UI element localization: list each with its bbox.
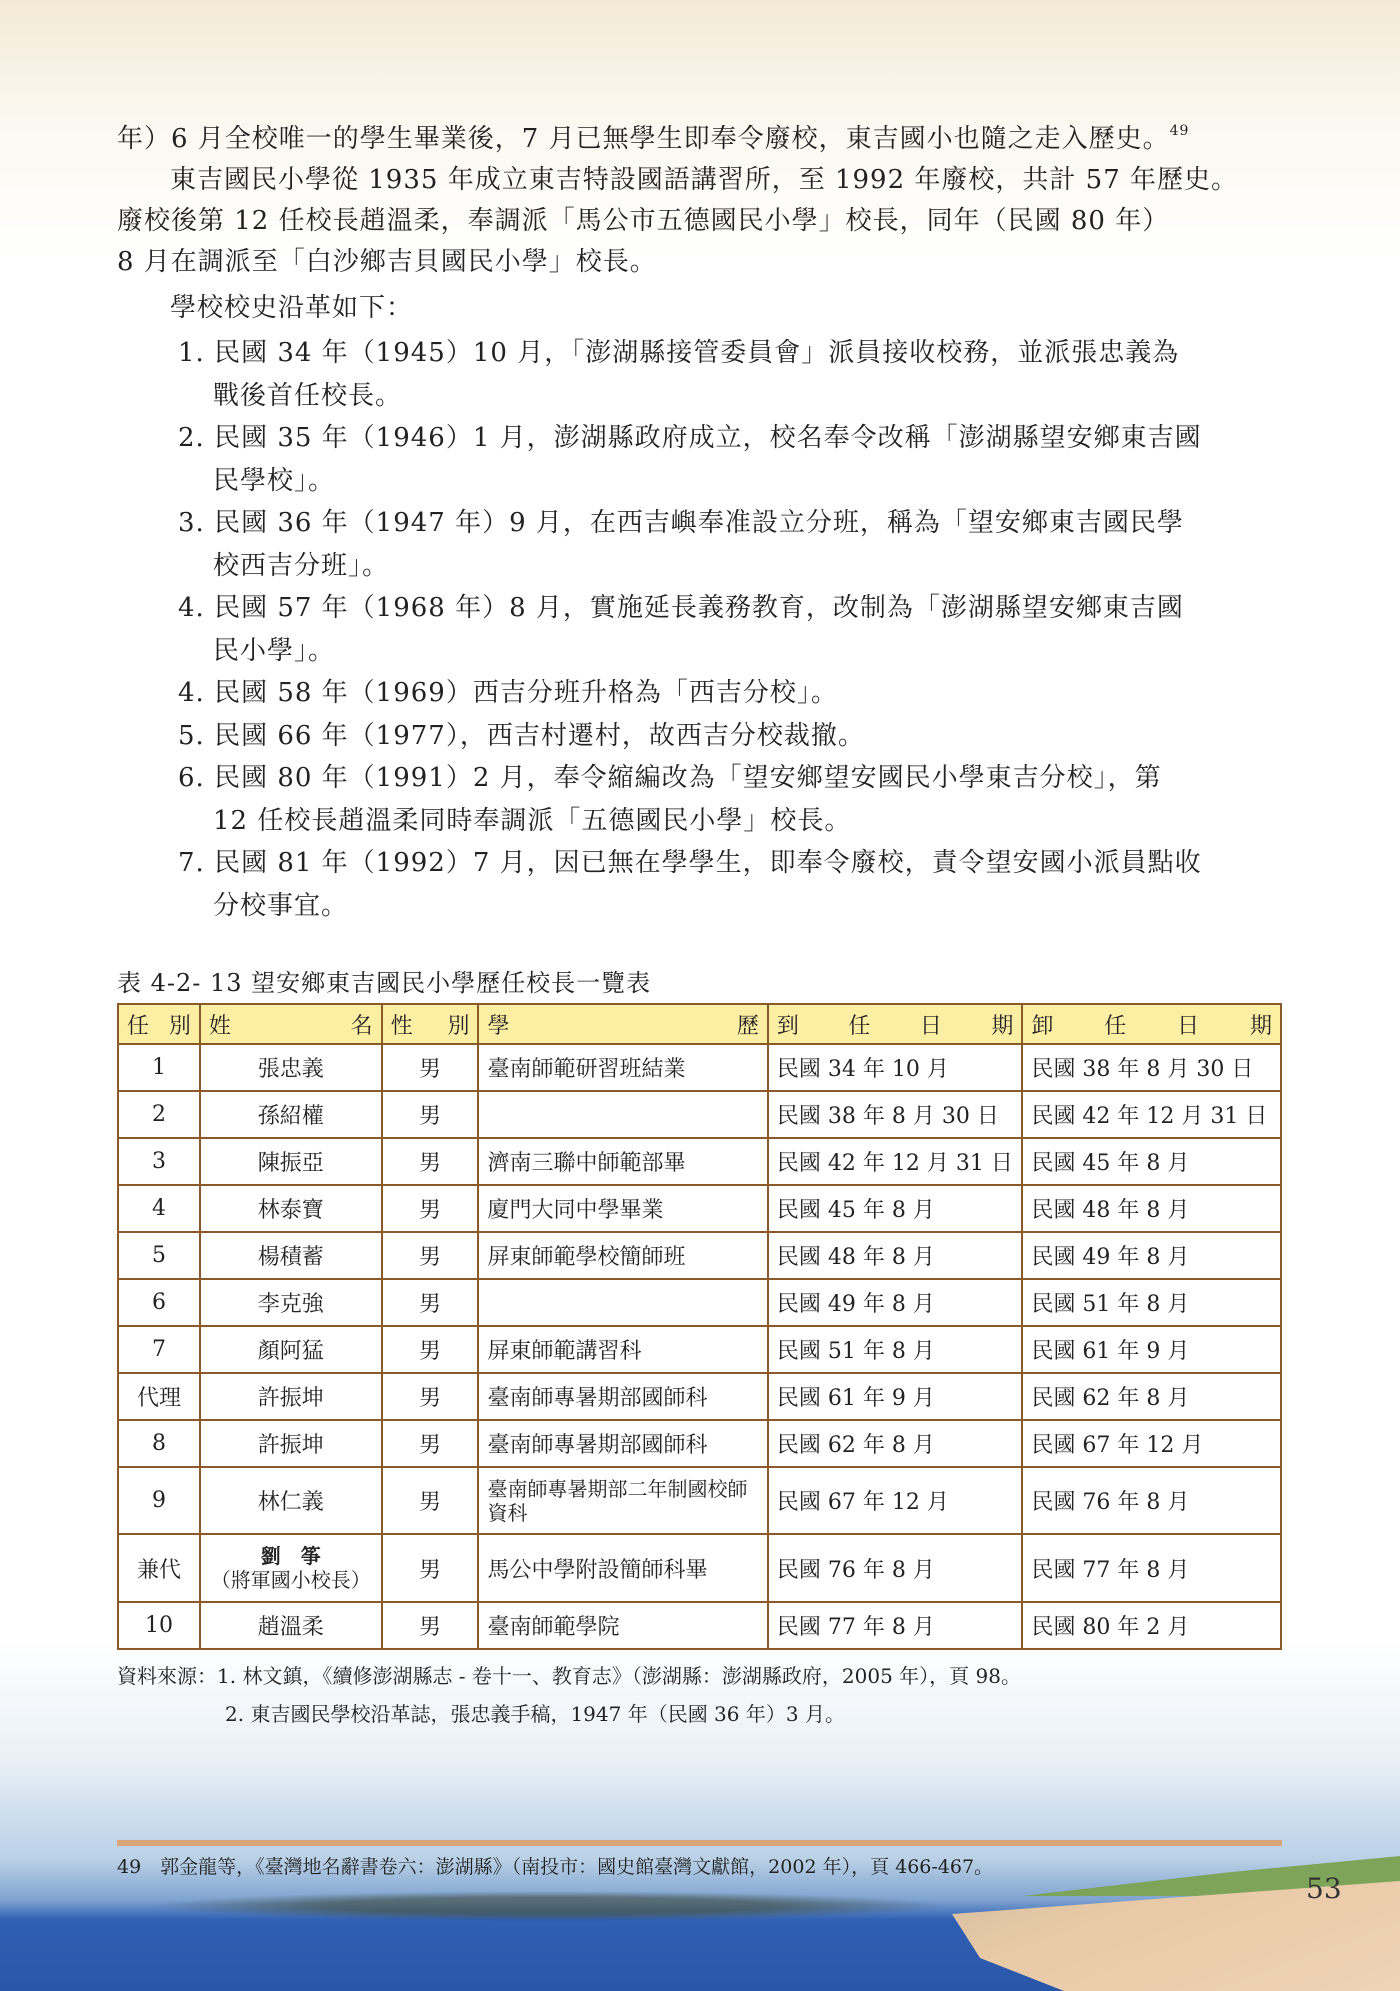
table-cell: 民國 49 年 8 月 xyxy=(1022,1232,1281,1279)
column-header: 卸任日期 xyxy=(1022,1004,1281,1044)
para2-line: 廢校後第 12 任校長趙溫柔，奉調派「馬公市五德國民小學」校長，同年（民國 80 年） xyxy=(117,206,1170,236)
table-cell: 3 xyxy=(118,1138,200,1185)
table-cell: 李克強 xyxy=(200,1279,382,1326)
table-row xyxy=(118,1044,1281,1091)
table-cell: 男 xyxy=(382,1279,479,1326)
table-cell: 民國 61 年 9 月 xyxy=(1022,1326,1281,1373)
table-cell: 廈門大同中學畢業 xyxy=(478,1185,767,1232)
column-header: 姓名 xyxy=(200,1004,382,1044)
table-cell: 代理 xyxy=(118,1373,200,1420)
table-cell: 民國 80 年 2 月 xyxy=(1022,1602,1281,1649)
table-cell: 民國 76 年 8 月 xyxy=(768,1534,1023,1602)
footnote: 49 郭金龍等，《臺灣地名辭書卷六：澎湖縣》（南投市：國史館臺灣文獻館，2002 年），頁 466-467。 xyxy=(117,1856,994,1878)
table-cell: 臺南師範研習班結業 xyxy=(478,1044,767,1091)
table-cell: 男 xyxy=(382,1091,479,1138)
table-cell: 林仁義 xyxy=(200,1467,382,1534)
table-cell: 民國 61 年 9 月 xyxy=(768,1373,1023,1420)
principal-name: 劉 筝 xyxy=(260,1544,321,1568)
history-item-line: 戰後首任校長。 xyxy=(213,380,403,411)
table-cell: 男 xyxy=(382,1044,479,1091)
table-cell: 民國 76 年 8 月 xyxy=(1022,1467,1281,1534)
table-cell: 屏東師範學校簡師班 xyxy=(478,1232,767,1279)
table-row xyxy=(118,1373,1281,1420)
column-header: 到任日期 xyxy=(768,1004,1023,1044)
table-cell: 臺南師專暑期部二年制國校師資科 xyxy=(478,1467,767,1534)
table-cell: 民國 51 年 8 月 xyxy=(768,1326,1023,1373)
para2-line: 東吉國民小學從 1935 年成立東吉特設國語講習所，至 1992 年廢校，共計 57 年歷史。 xyxy=(170,165,1239,195)
table-cell: 張忠義 xyxy=(200,1044,382,1091)
table-cell: 顏阿猛 xyxy=(200,1326,382,1373)
table-cell: 男 xyxy=(382,1420,479,1467)
table-cell: 民國 45 年 8 月 xyxy=(1022,1138,1281,1185)
table-cell: 民國 48 年 8 月 xyxy=(768,1232,1023,1279)
table-cell: 2 xyxy=(118,1091,200,1138)
table-cell: 4 xyxy=(118,1185,200,1232)
body-line-1: 年）6 月全校唯一的學生畢業後，7 月已無學生即奉令廢校，東吉國小也隨之走入歷史。$^{49}$ xyxy=(117,123,1190,154)
table-cell: 民國 48 年 8 月 xyxy=(1022,1185,1281,1232)
table-row xyxy=(118,1091,1281,1138)
table-cell: 男 xyxy=(382,1602,479,1649)
para3: 學校校史沿革如下： xyxy=(170,293,414,323)
table-cell: 馬公中學附設簡師科畢 xyxy=(478,1534,767,1602)
table-cell: 楊積蓄 xyxy=(200,1232,382,1279)
table-cell: 民國 38 年 8 月 30 日 xyxy=(768,1091,1023,1138)
history-item-line: 民學校」。 xyxy=(213,465,336,496)
principal-table xyxy=(117,1003,1282,1650)
history-item-line: 3. 民國 36 年（1947 年）9 月，在西吉嶼奉准設立分班，稱為「望安鄉東吉國民學 xyxy=(178,508,1184,538)
table-cell: 民國 45 年 8 月 xyxy=(768,1185,1023,1232)
table-cell: 民國 38 年 8 月 30 日 xyxy=(1022,1044,1281,1091)
table-row xyxy=(118,1232,1281,1279)
table-cell: 許振坤 xyxy=(200,1420,382,1467)
table-row xyxy=(118,1602,1281,1649)
history-item-line: 校西吉分班」。 xyxy=(213,550,390,581)
history-item-line: 6. 民國 80 年（1991）2 月，奉令縮編改為「望安鄉望安國民小學東吉分校」，第 xyxy=(178,763,1162,793)
principal-note: （將軍國小校長） xyxy=(210,1568,371,1592)
table-cell: 5 xyxy=(118,1232,200,1279)
table-cell: 民國 34 年 10 月 xyxy=(768,1044,1023,1091)
footnote-ref[interactable]: 49 xyxy=(1169,123,1190,139)
table-cell: 民國 51 年 8 月 xyxy=(1022,1279,1281,1326)
table-cell: 林泰寶 xyxy=(200,1185,382,1232)
table-cell: 8 xyxy=(118,1420,200,1467)
table-cell: 濟南三聯中師範部畢 xyxy=(478,1138,767,1185)
table-cell: 趙溫柔 xyxy=(200,1602,382,1649)
table-cell: 民國 42 年 12 月 31 日 xyxy=(1022,1091,1281,1138)
table-row xyxy=(118,1420,1281,1467)
para2-line: 8 月在調派至「白沙鄉吉貝國民小學」校長。 xyxy=(117,247,657,277)
history-item-line: 4. 民國 58 年（1969）西吉分班升格為「西吉分校」。 xyxy=(178,678,838,708)
table-cell: 民國 42 年 12 月 31 日 xyxy=(768,1138,1023,1185)
source-2: 2. 東吉國民學校沿革誌，張忠義手稿，1947 年（民國 36 年）3 月。 xyxy=(225,1702,845,1726)
table-cell: 男 xyxy=(382,1232,479,1279)
table-cell: 民國 77 年 8 月 xyxy=(768,1602,1023,1649)
table-cell: 民國 49 年 8 月 xyxy=(768,1279,1023,1326)
table-cell: 民國 67 年 12 月 xyxy=(768,1467,1023,1534)
table-cell: 臺南師專暑期部國師科 xyxy=(478,1420,767,1467)
table-cell: 屏東師範講習科 xyxy=(478,1326,767,1373)
history-item-line: 7. 民國 81 年（1992）7 月，因已無在學學生，即奉令廢校，責令望安國小派員點收 xyxy=(178,848,1202,878)
table-cell: 許振坤 xyxy=(200,1373,382,1420)
table-cell: 6 xyxy=(118,1279,200,1326)
source-1: 資料來源：1. 林文鎮，《續修澎湖縣志 - 卷十一、教育志》（澎湖縣：澎湖縣政府，2005 年），頁 98。 xyxy=(117,1664,1021,1688)
table-cell: 男 xyxy=(382,1467,479,1534)
column-header: 性別 xyxy=(382,1004,479,1044)
history-item-line: 4. 民國 57 年（1968 年）8 月，實施延長義務教育，改制為「澎湖縣望安鄉東吉國 xyxy=(178,593,1184,623)
history-item-line: 1. 民國 34 年（1945）10 月，「澎湖縣接管委員會」派員接收校務，並派張忠義為 xyxy=(178,338,1180,368)
table-cell: 陳振亞 xyxy=(200,1138,382,1185)
history-item-line: 分校事宜。 xyxy=(213,890,349,921)
table-row xyxy=(118,1138,1281,1185)
table-row xyxy=(118,1467,1281,1534)
table-cell: 臺南師範學院 xyxy=(478,1602,767,1649)
table-cell: 9 xyxy=(118,1467,200,1534)
table-row xyxy=(118,1279,1281,1326)
table-cell: 民國 62 年 8 月 xyxy=(1022,1373,1281,1420)
table-cell: 兼代 xyxy=(118,1534,200,1602)
table-row xyxy=(118,1326,1281,1373)
table-cell xyxy=(200,1534,382,1602)
column-header: 學歷 xyxy=(478,1004,767,1044)
table-row xyxy=(118,1534,1281,1602)
table-cell: 1 xyxy=(118,1044,200,1091)
page-number: 53 xyxy=(1306,1872,1342,1905)
history-item-line: 5. 民國 66 年（1977），西吉村遷村，故西吉分校裁撤。 xyxy=(178,720,865,751)
table-cell: 男 xyxy=(382,1373,479,1420)
table-cell xyxy=(478,1279,767,1326)
table-cell: 男 xyxy=(382,1138,479,1185)
history-item-line: 12 任校長趙溫柔同時奉調派「五德國民小學」校長。 xyxy=(213,805,852,836)
table-cell: 男 xyxy=(382,1185,479,1232)
table-cell: 民國 77 年 8 月 xyxy=(1022,1534,1281,1602)
table-cell: 民國 67 年 12 月 xyxy=(1022,1420,1281,1467)
footnote-divider xyxy=(117,1840,1282,1846)
table-cell: 10 xyxy=(118,1602,200,1649)
history-item-line: 民小學」。 xyxy=(213,635,336,666)
table-cell: 孫紹權 xyxy=(200,1091,382,1138)
table-caption: 表 4-2- 13 望安鄉東吉國民小學歷任校長一覽表 xyxy=(117,969,652,997)
table-cell: 民國 62 年 8 月 xyxy=(768,1420,1023,1467)
table-cell: 臺南師專暑期部國師科 xyxy=(478,1373,767,1420)
column-header: 任別 xyxy=(118,1004,200,1044)
table-cell xyxy=(478,1091,767,1138)
table-row xyxy=(118,1185,1281,1232)
table-cell: 7 xyxy=(118,1326,200,1373)
history-item-line: 2. 民國 35 年（1946）1 月，澎湖縣政府成立，校名奉令改稱「澎湖縣望安鄉東吉國 xyxy=(178,423,1202,453)
photo-rocks xyxy=(150,1891,950,1921)
table-cell: 男 xyxy=(382,1534,479,1602)
table-cell: 男 xyxy=(382,1326,479,1373)
